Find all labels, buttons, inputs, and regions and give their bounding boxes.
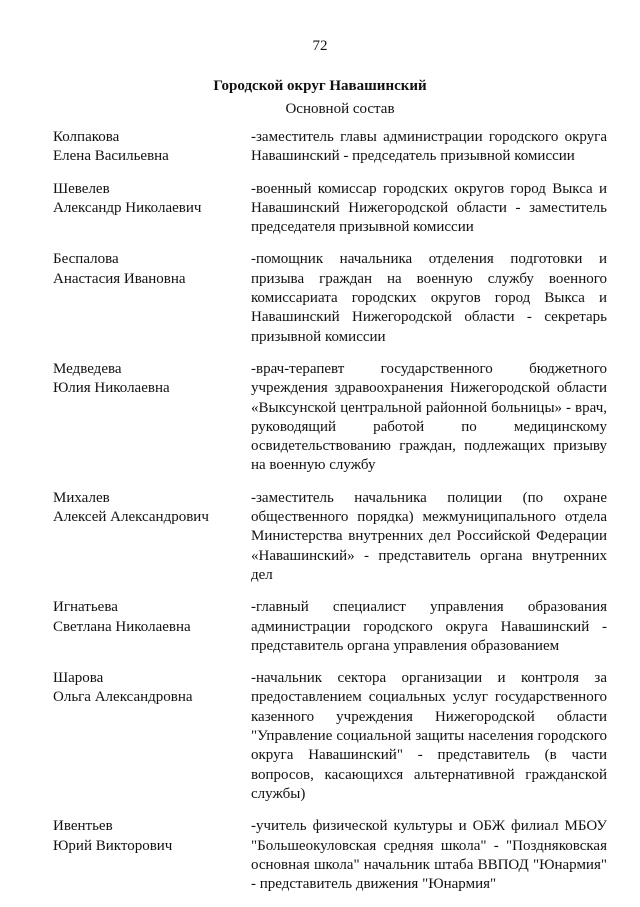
page-number: 72 (312, 38, 328, 54)
member-role: -главный специалист управления образования администрации городского округа Навашинский - представитель органа управления образованием (251, 599, 607, 654)
member-row (53, 360, 607, 476)
member-role: -помощник начальника отделения подготовки и призыва граждан на военную службу военного комиссариата городских округов город Выкса и Навашинский Нижегородской области - секретарь призывной комиссии (251, 251, 607, 345)
member-role: -заместитель главы администрации городского округа Навашинский - председатель призывной комиссии (251, 129, 607, 165)
member-name (53, 489, 251, 528)
member-row (53, 128, 607, 167)
member-surname: Михалев (53, 489, 110, 506)
member-surname: Шевелев (53, 180, 110, 197)
member-name (53, 598, 251, 637)
member-surname: Игнатьева (53, 599, 118, 616)
member-given-name: Александр Николаевич (53, 199, 202, 216)
document-subheading: Основной состав (285, 101, 395, 117)
member-name (53, 180, 251, 219)
member-role: -врач-терапевт государственного бюджетного учреждения здравоохранения Нижегородской области «Выксунской центральной районной больницы» - врач, руководящий работой по медицинскому освидетельствованию граждан, подлежащих призыву на военную службу (251, 360, 607, 474)
member-row (53, 180, 607, 238)
member-name (53, 360, 251, 399)
member-given-name: Елена Васильевна (53, 148, 169, 165)
member-surname: Шарова (53, 670, 104, 687)
member-given-name: Юлия Николаевна (53, 380, 170, 397)
member-given-name: Ольга Александровна (53, 689, 193, 706)
member-role: -военный комиссар городских округов город Выкса и Навашинский Нижегородской области - заместитель председателя призывной комиссии (251, 180, 607, 236)
member-row (53, 489, 607, 585)
members-list (53, 128, 607, 907)
member-given-name: Алексей Александрович (53, 509, 209, 526)
member-name (53, 128, 251, 167)
member-given-name: Анастасия Ивановна (53, 270, 186, 287)
member-given-name: Юрий Викторович (53, 837, 173, 854)
member-role: -заместитель начальника полиции (по охране общественного порядка) межмуниципального отдела Министерства внутренних дел Российской Федерации «Навашинский» - представитель органа внутренних дел (251, 489, 607, 583)
member-surname: Беспалова (53, 251, 119, 268)
member-name (53, 250, 251, 289)
member-row (53, 250, 607, 346)
member-surname: Колпакова (53, 129, 120, 145)
member-row (53, 817, 607, 894)
member-name (53, 669, 251, 708)
member-surname: Ивентьев (53, 818, 113, 835)
member-name (53, 817, 251, 856)
member-role: -учитель физической культуры и ОБЖ филиал МБОУ "Большеокуловская средняя школа" - "Поздняковская основная школа" начальник штаба ВВПОД "Юнармия" - представитель движения "Юнармия" (251, 818, 607, 893)
member-row (53, 669, 607, 804)
member-surname: Медведева (53, 360, 122, 377)
member-row (53, 598, 607, 656)
document-heading: Городской округ Навашинский (213, 78, 427, 94)
member-given-name: Светлана Николаевна (53, 618, 191, 635)
member-role: -начальник сектора организации и контроля за предоставлением социальных услуг государственного казенного учреждения Нижегородской области "Управление социальной защиты населения городского округа Навашинский" - представитель (в части вопросов, касающихся альтернативной гражданской службы) (251, 670, 607, 802)
